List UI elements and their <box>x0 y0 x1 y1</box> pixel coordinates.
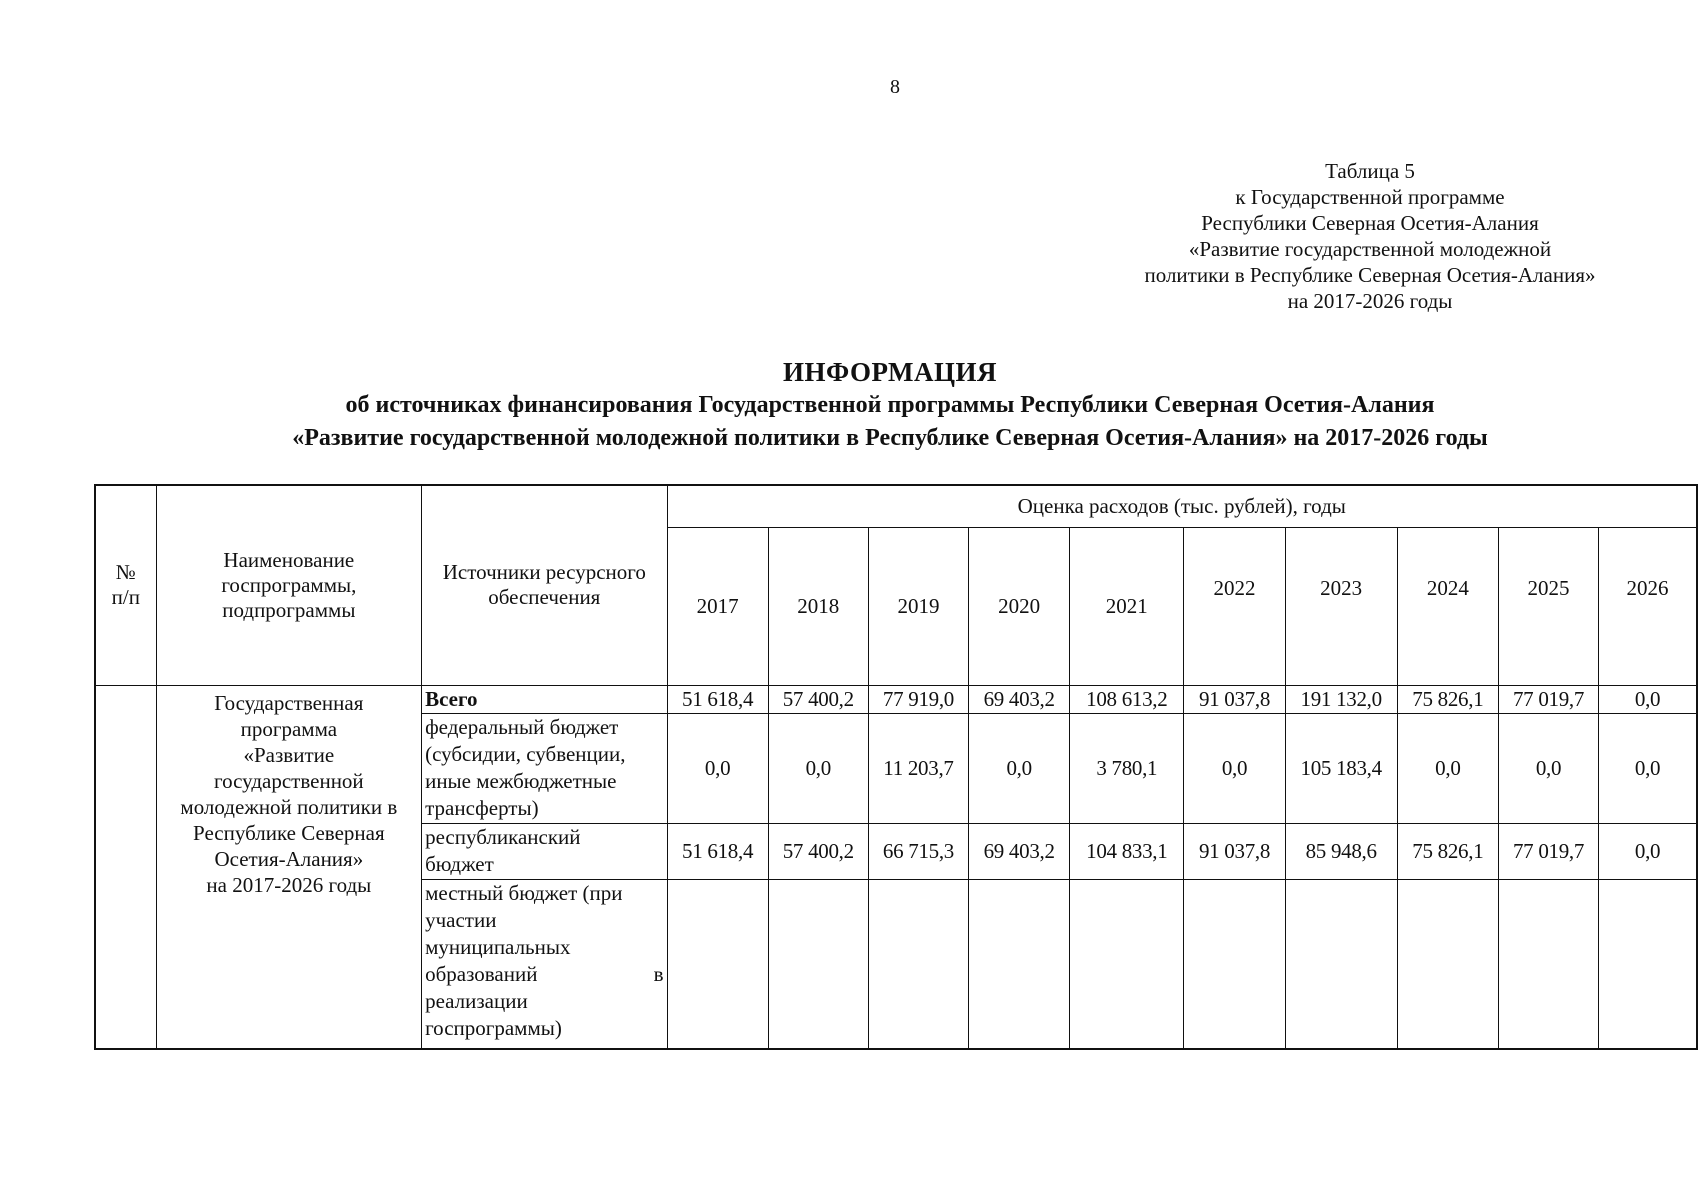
source-local: местный бюджет (при участии муниципальных образований в реализации госпрограммы) <box>422 879 667 1049</box>
value-cell: 57 400,2 <box>768 823 868 879</box>
value-cell <box>1397 879 1498 1049</box>
value-cell: 0,0 <box>1599 685 1697 713</box>
header-program-name: Наименование госпрограммы, подпрограммы <box>156 485 421 685</box>
appendix-line: «Развитие государственной молодежной <box>1188 237 1552 261</box>
year-2019: 2019 <box>868 527 968 685</box>
value-cell: 91 037,8 <box>1184 685 1285 713</box>
value-cell: 57 400,2 <box>768 685 868 713</box>
value-cell: 91 037,8 <box>1184 823 1285 879</box>
year-2022: 2022 <box>1184 527 1285 685</box>
value-cell: 75 826,1 <box>1397 685 1498 713</box>
value-cell: 191 132,0 <box>1285 685 1397 713</box>
value-cell: 77 019,7 <box>1498 823 1598 879</box>
value-cell: 105 183,4 <box>1285 713 1397 823</box>
appendix-note <box>1100 158 1640 314</box>
value-cell <box>868 879 968 1049</box>
value-cell: 3 780,1 <box>1070 713 1184 823</box>
year-2020: 2020 <box>969 527 1070 685</box>
value-cell: 69 403,2 <box>969 823 1070 879</box>
value-cell: 69 403,2 <box>969 685 1070 713</box>
header-estimate: Оценка расходов (тыс. рублей), годы <box>667 485 1697 527</box>
value-cell <box>1070 879 1184 1049</box>
document-subtitle-line: об источниках финансирования Государственной программы Республики Северная Осетия-Алания <box>345 392 1435 418</box>
value-cell: 51 618,4 <box>667 685 768 713</box>
value-cell <box>667 879 768 1049</box>
page-number: 8 <box>890 76 900 98</box>
source-total: Всего <box>422 685 667 713</box>
value-cell: 75 826,1 <box>1397 823 1498 879</box>
value-cell <box>1599 879 1697 1049</box>
document-subtitle-line: «Развитие государственной молодежной политики в Республике Северная Осетия-Алания» на 2017-2026 годы <box>292 425 1488 451</box>
year-2021: 2021 <box>1070 527 1184 685</box>
value-cell <box>969 879 1070 1049</box>
row-number-cell <box>95 685 156 1049</box>
value-cell: 0,0 <box>1599 823 1697 879</box>
header-num: № п/п <box>95 485 156 685</box>
financing-table <box>94 484 1698 1050</box>
value-cell: 85 948,6 <box>1285 823 1397 879</box>
value-cell: 77 919,0 <box>868 685 968 713</box>
value-cell: 0,0 <box>1498 713 1598 823</box>
table-row-total <box>95 685 1697 713</box>
program-name-cell: Государственная программа «Развитие государственной молодежной политики в Республике Северная Осетия-Алания» на 2017-2026 годы <box>156 685 421 1049</box>
appendix-line: политики в Республике Северная Осетия-Алания» <box>1144 263 1596 287</box>
value-cell: 0,0 <box>1599 713 1697 823</box>
value-cell: 0,0 <box>969 713 1070 823</box>
value-cell: 11 203,7 <box>868 713 968 823</box>
source-republican: республиканский бюджет <box>422 823 667 879</box>
value-cell: 51 618,4 <box>667 823 768 879</box>
value-cell: 0,0 <box>1184 713 1285 823</box>
value-cell: 0,0 <box>1397 713 1498 823</box>
value-cell: 108 613,2 <box>1070 685 1184 713</box>
document-heading <box>90 355 1690 455</box>
source-federal: федеральный бюджет (субсидии, субвенции, иные межбюджетные трансферты) <box>422 713 667 823</box>
value-cell <box>1285 879 1397 1049</box>
value-cell: 0,0 <box>768 713 868 823</box>
year-2026: 2026 <box>1599 527 1697 685</box>
value-cell <box>1184 879 1285 1049</box>
value-cell <box>768 879 868 1049</box>
year-2025: 2025 <box>1498 527 1598 685</box>
year-2018: 2018 <box>768 527 868 685</box>
value-cell: 0,0 <box>667 713 768 823</box>
header-row <box>95 485 1697 527</box>
document-title: ИНФОРМАЦИЯ <box>783 357 997 387</box>
appendix-line: Таблица 5 <box>1325 159 1415 183</box>
value-cell <box>1498 879 1598 1049</box>
year-2024: 2024 <box>1397 527 1498 685</box>
appendix-line: Республики Северная Осетия-Алания <box>1201 211 1539 235</box>
year-2023: 2023 <box>1285 527 1397 685</box>
value-cell: 66 715,3 <box>868 823 968 879</box>
appendix-line: к Государственной программе <box>1235 185 1505 209</box>
appendix-line: на 2017-2026 годы <box>1287 289 1453 313</box>
header-source: Источники ресурсного обеспечения <box>422 485 667 685</box>
value-cell: 104 833,1 <box>1070 823 1184 879</box>
value-cell: 77 019,7 <box>1498 685 1598 713</box>
year-2017: 2017 <box>667 527 768 685</box>
